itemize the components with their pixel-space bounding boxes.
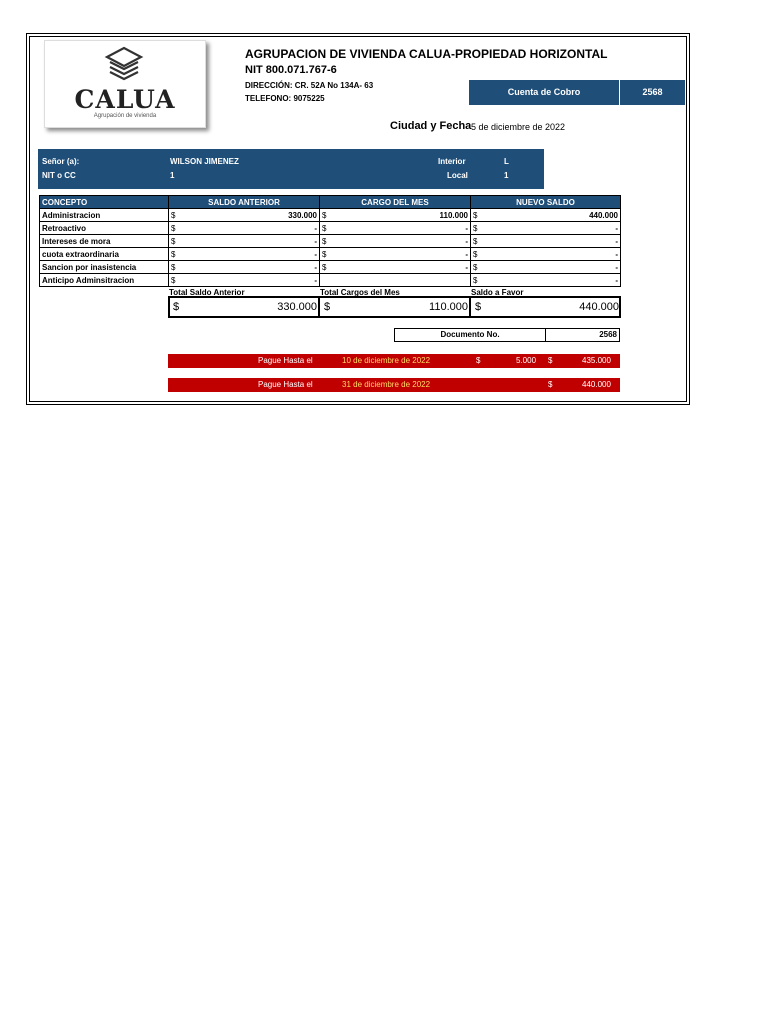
local-value: 1 (504, 171, 509, 180)
nuevo-amount: - (615, 262, 618, 272)
currency-symbol: $ (548, 356, 553, 365)
currency-symbol: $ (171, 262, 176, 272)
table-row (40, 274, 621, 287)
concepto-cell: Administracion (40, 209, 169, 222)
documento-box (394, 328, 620, 342)
saldo-amount: - (314, 262, 317, 272)
saldo-amount: 330.000 (288, 210, 317, 220)
currency-symbol: $ (171, 210, 176, 220)
total-cargos-label: Total Cargos del Mes (320, 288, 400, 297)
currency-symbol: $ (475, 301, 482, 313)
logo (44, 40, 206, 128)
saldo-amount: - (314, 236, 317, 246)
org-address: DIRECCIÓN: CR. 52A No 134A- 63 (245, 81, 374, 90)
pay-total: 435.000 (582, 356, 611, 365)
cargo-cell (320, 222, 471, 235)
table-row (40, 209, 621, 222)
currency-symbol: $ (548, 380, 553, 389)
cargo-cell (320, 209, 471, 222)
cargo-cell (320, 235, 471, 248)
currency-symbol: $ (322, 236, 327, 246)
total-cargos-value (321, 298, 471, 316)
pay-total: 440.000 (582, 380, 611, 389)
saldo-cell (169, 222, 320, 235)
currency-symbol: $ (171, 223, 176, 233)
ciudad-fecha-value: 5 de diciembre de 2022 (471, 122, 566, 132)
interior-label: Interior (438, 157, 466, 166)
currency-symbol: $ (473, 223, 478, 233)
documento-number: 2568 (599, 330, 617, 339)
cargo-amount: - (465, 223, 468, 233)
table-row (40, 222, 621, 235)
nit-label: NIT o CC (42, 171, 76, 180)
currency-symbol: $ (171, 275, 176, 285)
divider (318, 296, 320, 318)
currency-symbol: $ (171, 236, 176, 246)
nuevo-amount: - (615, 249, 618, 259)
header-cargo-mes: CARGO DEL MES (320, 196, 471, 209)
cargo-amount: 110.000 (439, 210, 468, 220)
documento-label: Documento No. (440, 330, 500, 339)
nuevo-cell (471, 209, 621, 222)
org-nit: NIT 800.071.767-6 (245, 64, 337, 76)
org-phone: TELEFONO: 9075225 (245, 94, 325, 103)
table-row (40, 248, 621, 261)
table-row (40, 261, 621, 274)
saldo-amount: - (314, 249, 317, 259)
divider (469, 296, 471, 318)
nuevo-cell (471, 274, 621, 287)
nuevo-cell (471, 261, 621, 274)
org-name: AGRUPACION DE VIVIENDA CALUA-PROPIEDAD HORIZONTAL (245, 47, 608, 61)
currency-symbol: $ (322, 262, 327, 272)
pay-label: Pague Hasta el (258, 356, 313, 365)
table-header-row (40, 196, 621, 209)
currency-symbol: $ (324, 301, 331, 313)
concepto-cell: cuota extraordinaria (40, 248, 169, 261)
currency-symbol: $ (473, 275, 478, 285)
cuenta-cobro-number: 2568 (642, 87, 663, 97)
header-saldo-anterior: SALDO ANTERIOR (169, 196, 320, 209)
nuevo-amount: - (615, 223, 618, 233)
cargo-amount: - (465, 236, 468, 246)
ciudad-fecha-label: Ciudad y Fecha (390, 120, 472, 132)
nuevo-amount: - (615, 236, 618, 246)
currency-symbol: $ (322, 210, 327, 220)
pay-deadline-2 (168, 378, 620, 392)
logo-subtitle: Agrupación de vivienda (93, 113, 157, 119)
pay-descuento: 5.000 (516, 356, 537, 365)
header-concepto: CONCEPTO (40, 196, 169, 209)
senor-label: Señor (a): (42, 157, 80, 166)
currency-symbol: $ (171, 249, 176, 259)
saldo-cell (169, 235, 320, 248)
saldo-favor-amount: 440.000 (579, 301, 619, 313)
total-saldo-value (170, 298, 320, 316)
currency-symbol: $ (476, 356, 481, 365)
cargo-cell (320, 248, 471, 261)
saldo-favor-label: Saldo a Favor (471, 288, 524, 297)
nuevo-amount: - (615, 275, 618, 285)
cuenta-cobro-label: Cuenta de Cobro (507, 87, 581, 97)
client-info-box (38, 149, 544, 189)
nuevo-cell (471, 235, 621, 248)
saldo-cell (169, 209, 320, 222)
logo-word: CALUA (74, 85, 176, 114)
concepto-cell: Intereses de mora (40, 235, 169, 248)
nit-value: 1 (170, 171, 175, 180)
stacked-layers-icon (102, 45, 146, 83)
local-label: Local (447, 171, 468, 180)
total-cargos-amount: 110.000 (429, 301, 468, 313)
saldo-cell (169, 248, 320, 261)
saldo-cell (169, 261, 320, 274)
currency-symbol: $ (473, 249, 478, 259)
currency-symbol: $ (173, 301, 180, 313)
nuevo-amount: 440.000 (589, 210, 618, 220)
table-row (40, 235, 621, 248)
concepts-table (39, 195, 621, 287)
saldo-favor-value (472, 298, 622, 316)
pay-deadline-1 (168, 354, 620, 368)
currency-symbol: $ (473, 236, 478, 246)
concepto-cell: Sancion por inasistencia (40, 261, 169, 274)
cargo-cell (320, 274, 471, 287)
currency-symbol: $ (322, 223, 327, 233)
cargo-amount: - (465, 262, 468, 272)
nuevo-cell (471, 222, 621, 235)
currency-symbol: $ (473, 262, 478, 272)
concepto-cell: Retroactivo (40, 222, 169, 235)
currency-symbol: $ (473, 210, 478, 220)
cuenta-cobro-box (469, 80, 685, 105)
senor-value: WILSON JIMENEZ (170, 157, 239, 166)
cargo-cell (320, 261, 471, 274)
saldo-cell (169, 274, 320, 287)
currency-symbol: $ (322, 249, 327, 259)
concepto-cell: Anticipo Adminsitracion (40, 274, 169, 287)
interior-value: L (504, 157, 509, 166)
cargo-amount: - (465, 249, 468, 259)
nuevo-cell (471, 248, 621, 261)
total-saldo-amount: 330.000 (277, 301, 317, 313)
saldo-amount: - (314, 275, 317, 285)
total-saldo-label: Total Saldo Anterior (169, 288, 245, 297)
header-nuevo-saldo: NUEVO SALDO (471, 196, 621, 209)
pay-date: 10 de diciembre de 2022 (342, 356, 431, 365)
pay-date: 31 de diciembre de 2022 (342, 380, 431, 389)
pay-label: Pague Hasta el (258, 380, 313, 389)
saldo-amount: - (314, 223, 317, 233)
